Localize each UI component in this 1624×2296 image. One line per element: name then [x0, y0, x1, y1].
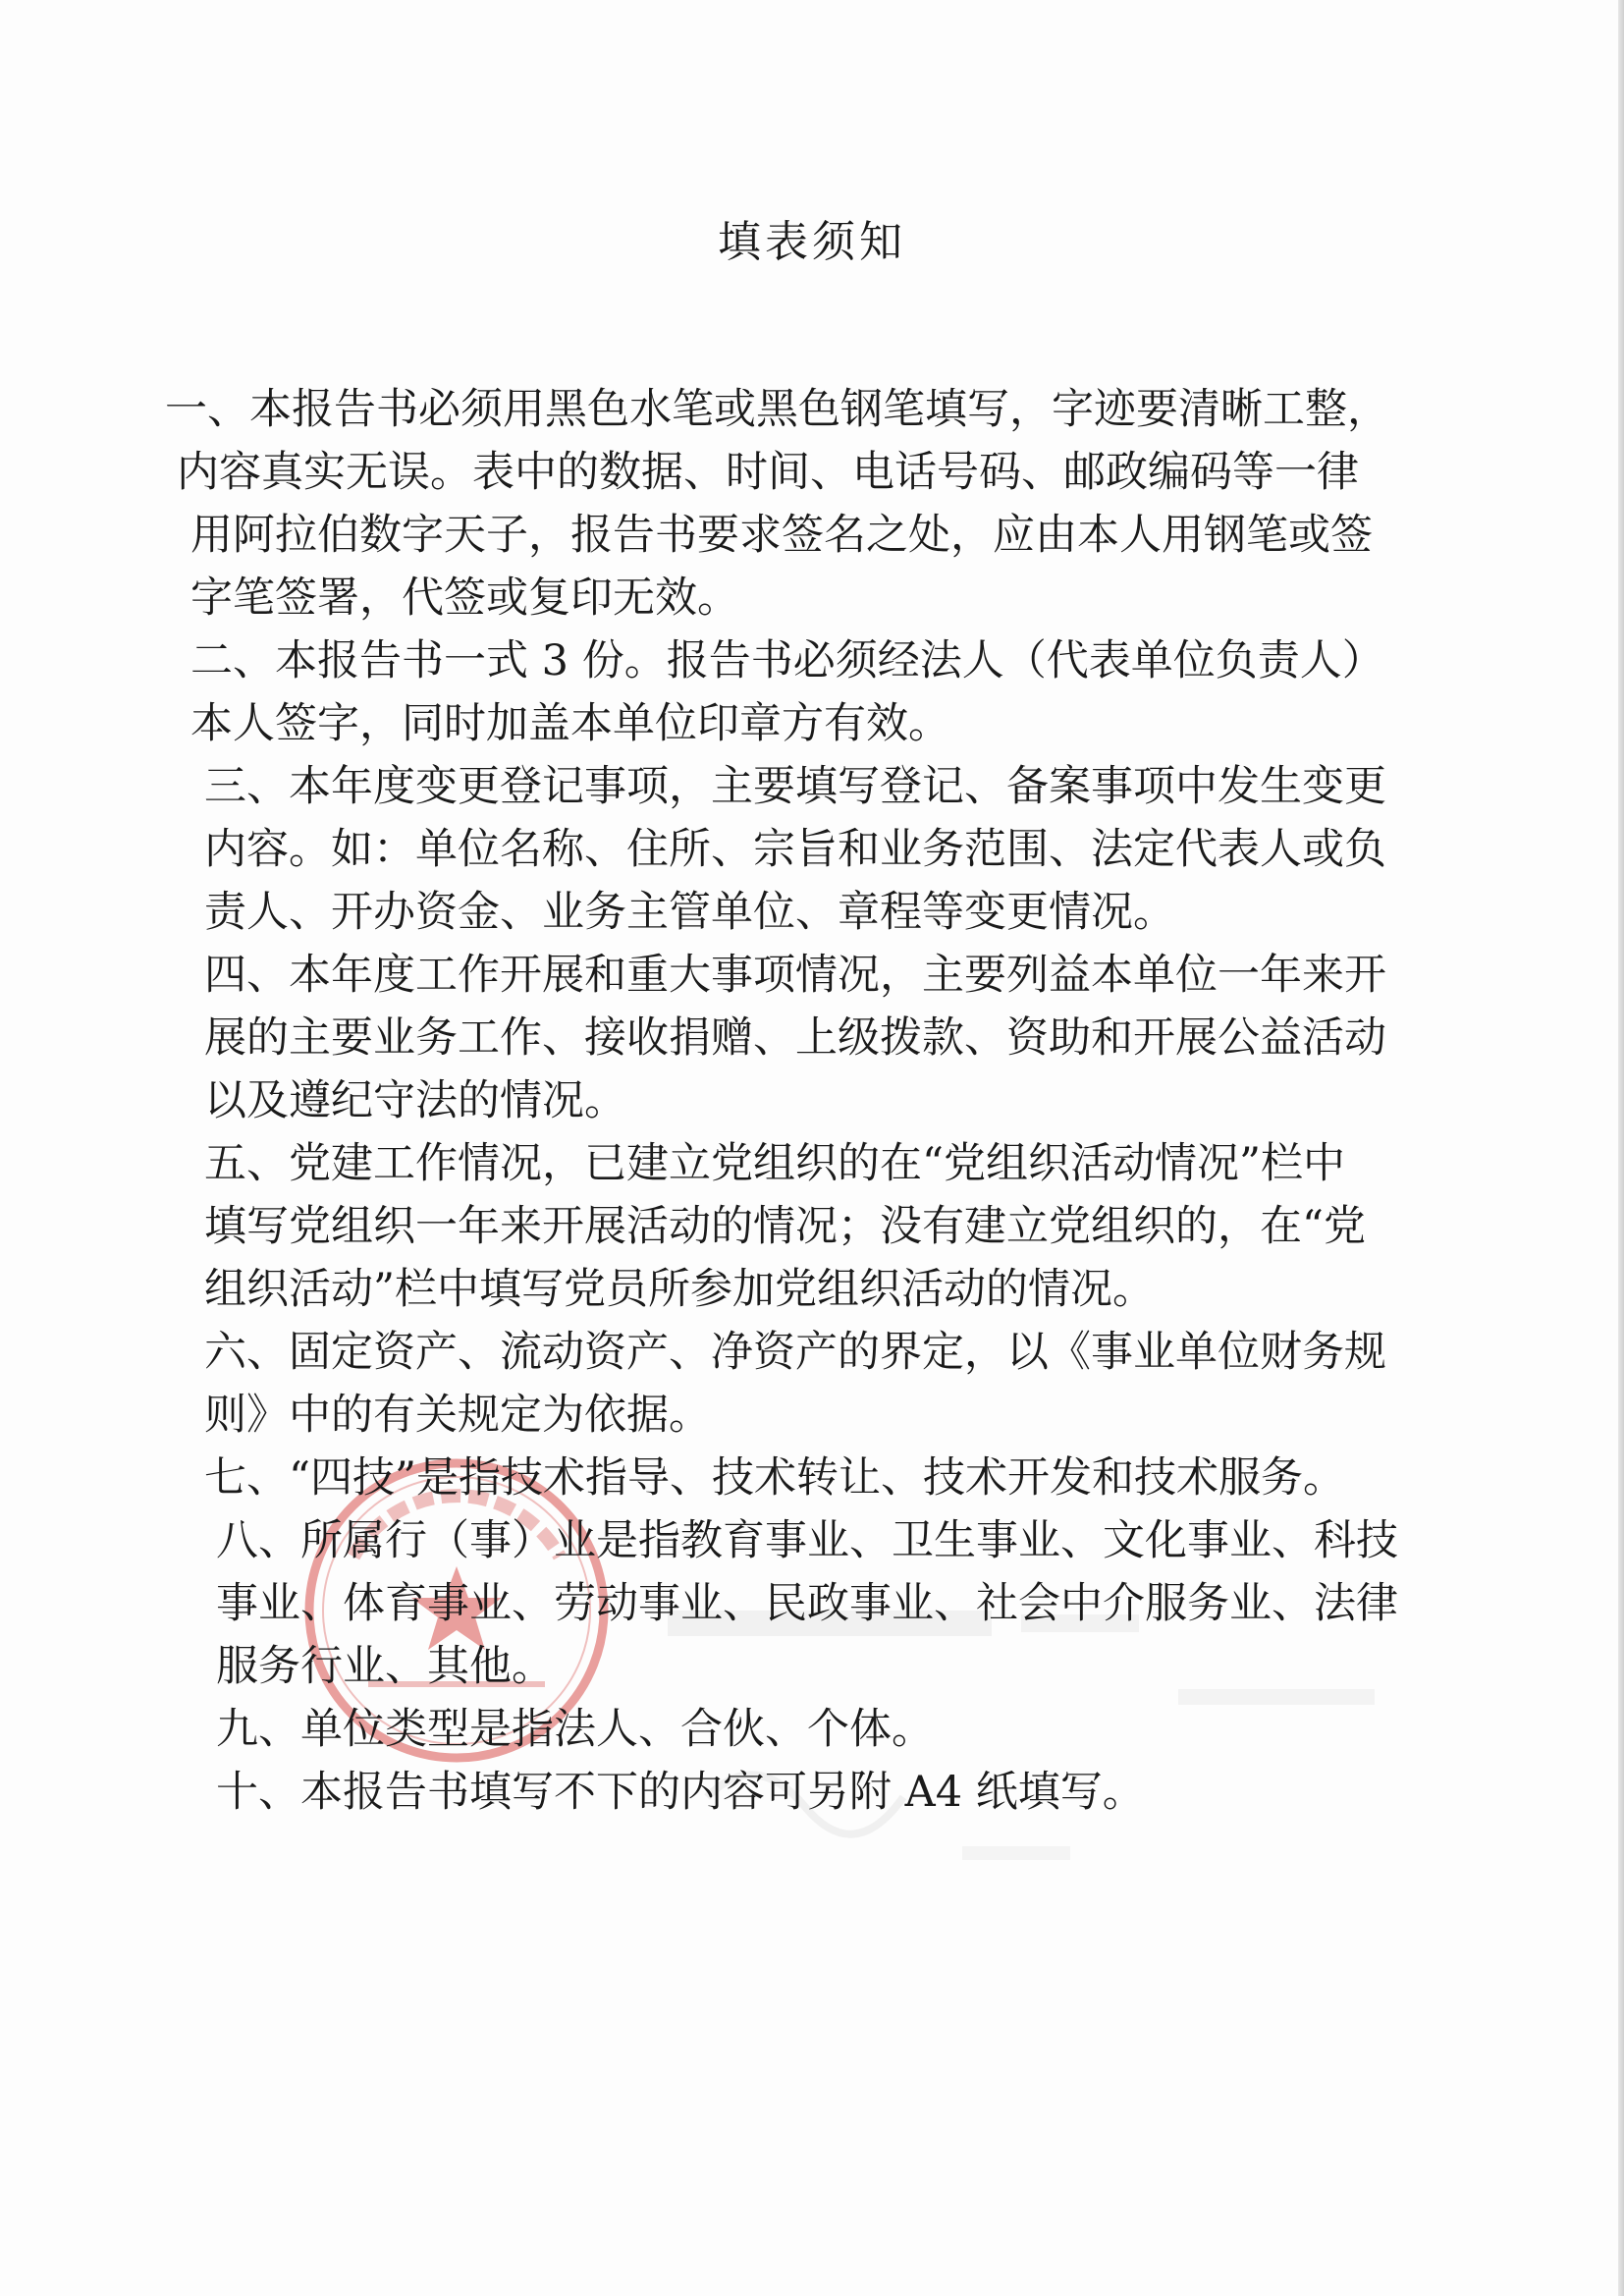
instruction-line: 四、本年度工作开展和重大事项情况，主要列益本单位一年来开 — [204, 951, 1386, 1000]
instruction-line: 八、所属行（事）业是指教育事业、卫生事业、文化事业、科技 — [216, 1516, 1398, 1565]
instruction-line: 本人签字，同时加盖本单位印章方有效。 — [190, 699, 950, 748]
instruction-line: 内容真实无误。表中的数据、时间、电话号码、邮政编码等一律 — [177, 448, 1359, 497]
scan-edge — [1618, 0, 1624, 2296]
instruction-line: 展的主要业务工作、接收捐赠、上级拨款、资助和开展公益活动 — [204, 1013, 1386, 1063]
instruction-line: 十、本报告书填写不下的内容可另附 A4 纸填写。 — [216, 1768, 1145, 1817]
instruction-line: 用阿拉伯数字天子，报告书要求签名之处，应由本人用钢笔或签 — [190, 511, 1373, 560]
instruction-line: 六、固定资产、流动资产、净资产的界定，以《事业单位财务规 — [204, 1328, 1386, 1377]
instruction-line: 内容。如：单位名称、住所、宗旨和业务范围、法定代表人或负 — [204, 825, 1386, 874]
instruction-line: 二、本报告书一式 3 份。报告书必须经法人（代表单位负责人） — [190, 636, 1384, 685]
instruction-line: 三、本年度变更登记事项，主要填写登记、备案事项中发生变更 — [204, 762, 1386, 811]
instruction-line: 组织活动”栏中填写党员所参加党组织活动的情况。 — [204, 1265, 1155, 1314]
instruction-line: 事业、体育事业、劳动事业、民政事业、社会中介服务业、法律 — [216, 1579, 1398, 1628]
instruction-line: 一、本报告书必须用黑色水笔或黑色钢笔填写，字迹要清晰工整， — [165, 385, 1389, 434]
page-title: 填表须知 — [718, 217, 906, 267]
instruction-line: 五、党建工作情况，已建立党组织的在“党组织活动情况”栏中 — [204, 1139, 1345, 1188]
instruction-line: 九、单位类型是指法人、合伙、个体。 — [216, 1705, 934, 1754]
instruction-line: 以及遵纪守法的情况。 — [204, 1076, 626, 1125]
instructions-body — [165, 378, 1398, 1824]
instruction-line: 则》中的有关规定为依据。 — [204, 1391, 711, 1440]
instruction-line: 字笔签署，代签或复印无效。 — [190, 574, 739, 623]
instruction-line: 填写党组织一年来开展活动的情况；没有建立党组织的，在“党 — [204, 1202, 1366, 1251]
instruction-line: 服务行业、其他。 — [216, 1642, 554, 1691]
instruction-line: 责人、开办资金、业务主管单位、章程等变更情况。 — [204, 888, 1175, 937]
instruction-line: 七、“四技”是指技术指导、技术转让、技术开发和技术服务。 — [204, 1453, 1345, 1503]
